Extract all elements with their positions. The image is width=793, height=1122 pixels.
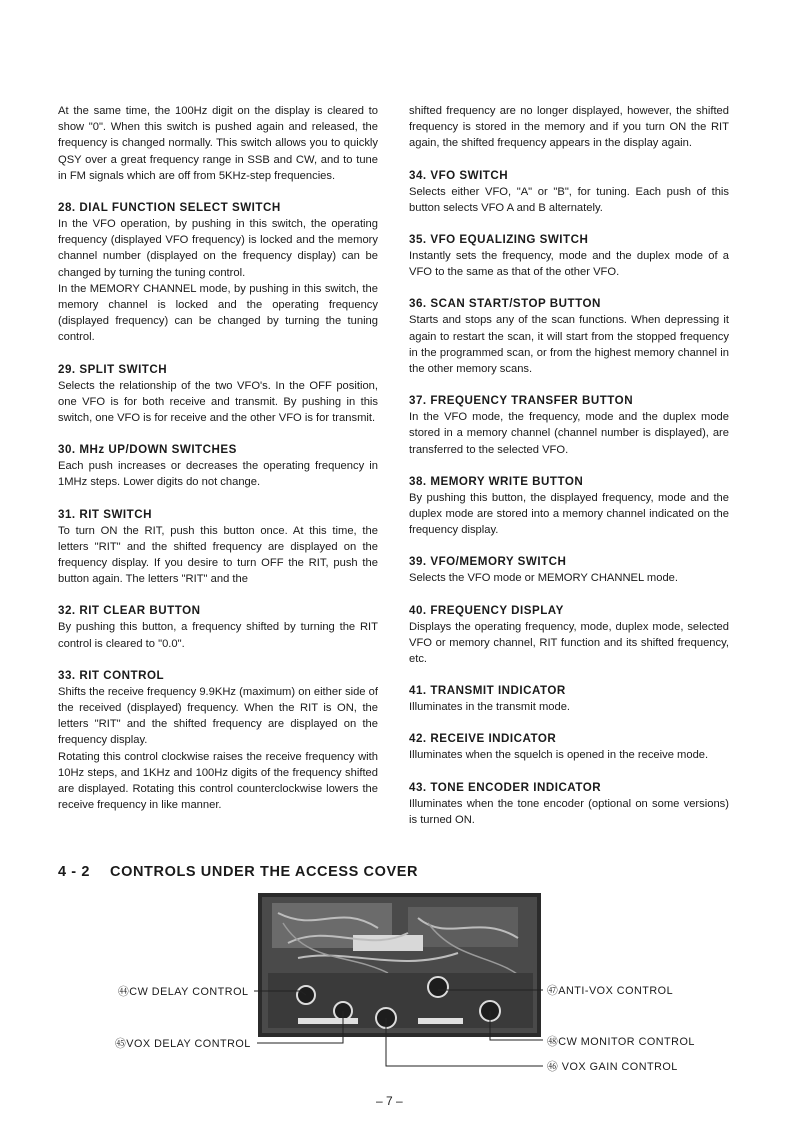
section-text: To turn ON the RIT, push this button once. At this time, the letters "RIT" and the shifted frequency are displayed on the frequency display. If you desire to turn OFF the RIT, push the button again. The letters "RIT" and the	[58, 524, 378, 586]
section-42	[409, 731, 729, 763]
vox-delay-callout: ㊺VOX DELAY CONTROL	[115, 1038, 251, 1050]
section-heading: 31. RIT SWITCH	[58, 507, 152, 521]
section-heading: 28. DIAL FUNCTION SELECT SWITCH	[58, 201, 281, 215]
section-40	[409, 603, 729, 668]
section-33	[58, 668, 378, 814]
section-heading: 34. VFO SWITCH	[409, 168, 509, 182]
section-heading: 35. VFO EQUALIZING SWITCH	[409, 233, 589, 247]
section-text: Illuminates when the squelch is opened in the receive mode.	[409, 749, 709, 762]
section-32	[58, 603, 378, 651]
section-text: In the VFO mode, the frequency, mode and the duplex mode stored in a memory channel (channel number is displayed), are transferred to the selected VFO.	[409, 411, 729, 456]
section-title-text: CONTROLS UNDER THE ACCESS COVER	[110, 864, 419, 880]
section-38	[409, 474, 729, 539]
section-number: 4 - 2	[58, 864, 91, 880]
label-strip	[298, 1018, 358, 1024]
circuit-board	[408, 907, 518, 947]
section-text: Selects either VFO, "A" or "B", for tuning. Each push of this button selects VFO A and B alternately.	[409, 185, 729, 214]
section-34	[409, 168, 729, 216]
section-heading: 40. FREQUENCY DISPLAY	[409, 603, 564, 617]
section-text: Instantly sets the frequency, mode and the duplex mode of a VFO to the same as that of the other VFO.	[409, 250, 729, 279]
section-text: Selects the VFO mode or MEMORY CHANNEL mode.	[409, 572, 679, 585]
section-heading: 36. SCAN START/STOP BUTTON	[409, 297, 601, 311]
section-heading: 43. TONE ENCODER INDICATOR	[409, 780, 602, 794]
page-number: – 7 –	[376, 1094, 403, 1108]
intro-paragraph: shifted frequency are no longer displayed, however, the shifted frequency is stored in the memory and if you turn ON the RIT again, the shifted frequency appears in the display again.	[409, 105, 729, 150]
section-heading: 39. VFO/MEMORY SWITCH	[409, 555, 567, 569]
section-31	[58, 507, 378, 588]
section-4-2-heading	[58, 864, 418, 880]
section-text: In the VFO operation, by pushing in this switch, the operating frequency (displayed VFO frequency) is locked and the memory channel number (displayed on the frequency display) can be changed by turning the tuning control.	[58, 218, 378, 279]
section-35	[409, 232, 729, 280]
section-heading: 32. RIT CLEAR BUTTON	[58, 604, 201, 618]
vox-delay-knob	[334, 1002, 352, 1020]
section-text: By pushing this button, the displayed frequency, mode and the duplex mode are stored into a memory channel indicated on the frequency display.	[409, 491, 729, 537]
section-heading: 42. RECEIVE INDICATOR	[409, 732, 557, 746]
cw-delay-callout: ㊹CW DELAY CONTROL	[118, 986, 249, 998]
section-text: Illuminates in the transmit mode.	[409, 701, 571, 714]
section-heading: 30. MHz UP/DOWN SWITCHES	[58, 443, 237, 457]
section-text: Displays the operating frequency, mode, duplex mode, selected VFO or memory channel, RIT function and its shifted frequency, etc.	[409, 620, 729, 666]
section-heading: 41. TRANSMIT INDICATOR	[409, 684, 566, 698]
section-37	[409, 393, 729, 458]
section-text: Illuminates when the tone encoder (optional on some versions) is turned ON.	[409, 797, 729, 826]
section-text: Selects the relationship of the two VFO's. In the OFF position, one VFO is for both receive and transmit. By pushing in this switch, one VFO is for receive and the other VFO is for transmit.	[58, 379, 378, 425]
access-cover-photo	[258, 893, 541, 1037]
section-text: In the MEMORY CHANNEL mode, by pushing in this switch, the memory channel is locked and the operating frequency (displayed frequency) can be changed by turning the tuning control.	[58, 282, 378, 344]
section-28	[58, 200, 378, 346]
section-text: By pushing this button, a frequency shifted by turning the RIT control is cleared to "0.0".	[58, 621, 378, 650]
section-heading: 37. FREQUENCY TRANSFER BUTTON	[409, 394, 634, 408]
section-text: Rotating this control clockwise raises the receive frequency with 10Hz steps, and 1KHz and 100Hz digits of the frequency shifted are displayed. Rotating this control counterclockwise lowers the receive frequency in like manner.	[58, 750, 378, 812]
section-text: Starts and stops any of the scan functions. When depressing it again to restart the scan, it will start from the stopped frequency in the programmed scan, or from the highest memory channel in the other memory scans.	[409, 314, 729, 376]
section-41	[409, 683, 729, 715]
cw-monitor-knob	[480, 1001, 500, 1021]
section-39	[409, 554, 729, 586]
section-heading: 33. RIT CONTROL	[58, 668, 165, 682]
section-29	[58, 362, 378, 427]
vox-gain-knob	[376, 1008, 396, 1028]
section-36	[409, 296, 729, 377]
section-heading: 38. MEMORY WRITE BUTTON	[409, 474, 584, 488]
label-strip	[418, 1018, 463, 1024]
vox-gain-callout: ㊻ VOX GAIN CONTROL	[547, 1061, 678, 1073]
cw-delay-knob	[297, 986, 315, 1004]
intro-paragraph: At the same time, the 100Hz digit on the display is cleared to show "0". When this switch is pushed again and released, the frequency is changed normally. This switch allows you to quickly QSY over a great frequency range in SSB and CW, and to tune in FM signals which are off from 5KHz-step frequencies.	[58, 105, 378, 182]
left-column	[58, 103, 378, 814]
section-heading: 29. SPLIT SWITCH	[58, 362, 168, 376]
cw-monitor-callout: ㊽CW MONITOR CONTROL	[547, 1036, 695, 1048]
right-column	[409, 103, 729, 828]
section-43	[409, 780, 729, 828]
section-text: Shifts the receive frequency 9.9KHz (maximum) on either side of the received (displayed) frequency. When the RIT is ON, the letters "RIT" and the shifted frequency are displayed on the frequency display.	[58, 685, 378, 747]
anti-vox-callout: ㊼ANTI-VOX CONTROL	[547, 985, 674, 997]
section-text: Each push increases or decreases the operating frequency in 1MHz steps. Lower digits do not change.	[58, 460, 378, 489]
anti-vox-knob	[428, 977, 448, 997]
connector-strip	[353, 935, 423, 951]
section-30	[58, 442, 378, 490]
